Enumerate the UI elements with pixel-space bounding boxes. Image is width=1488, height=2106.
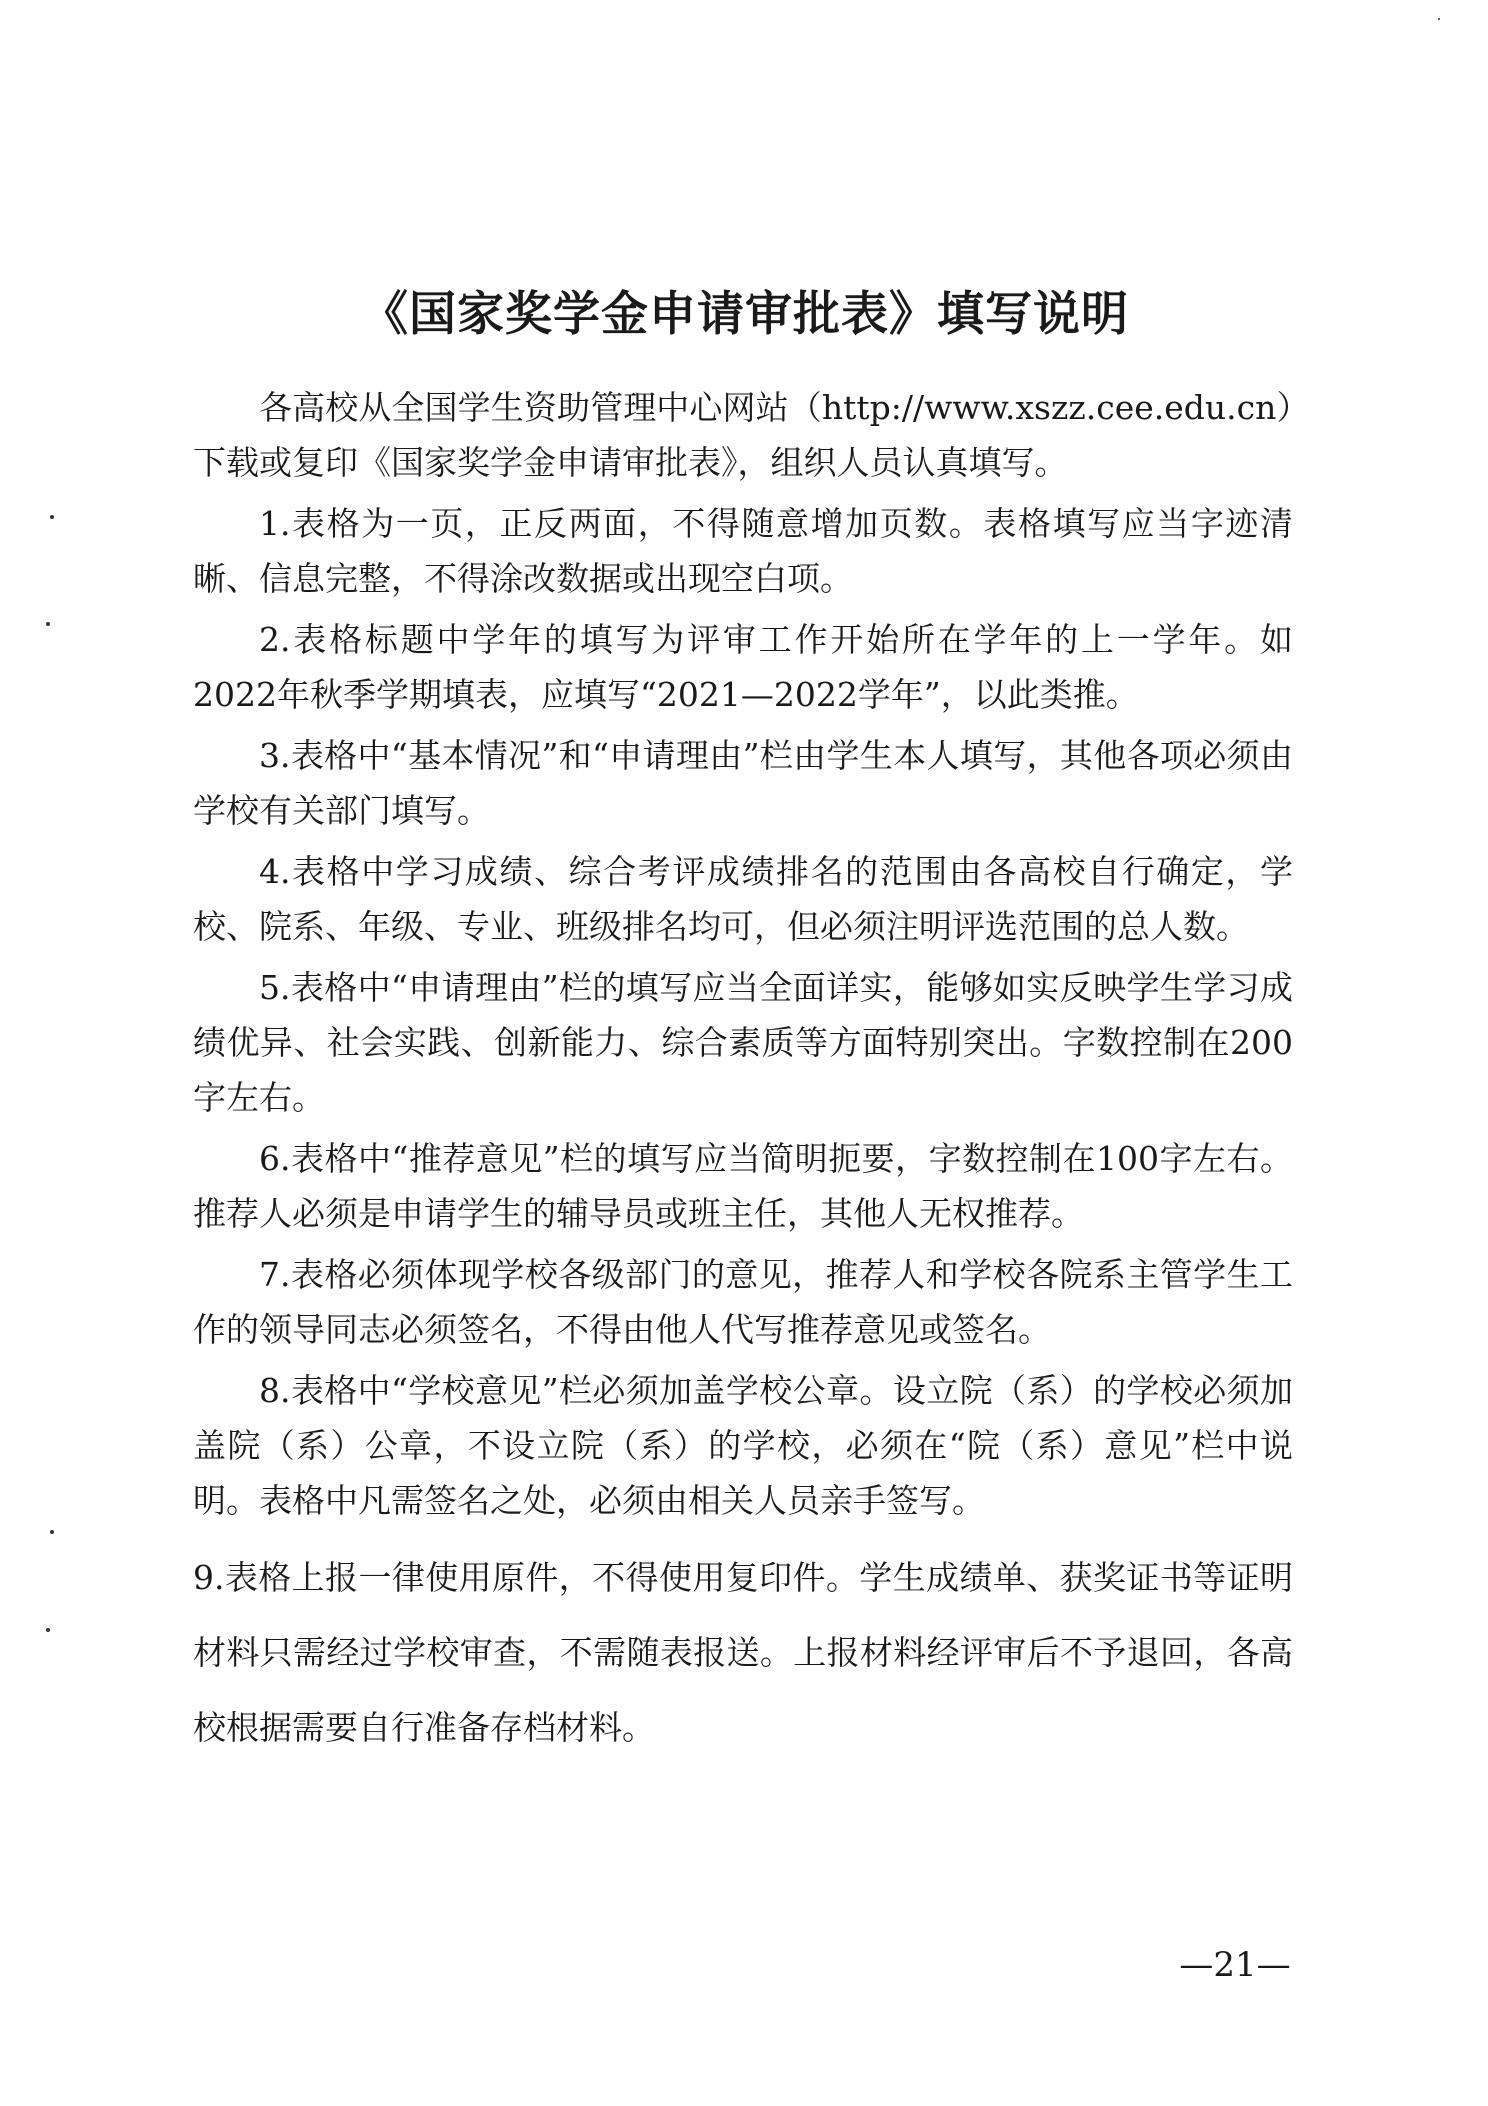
item-paragraph-4: 4.表格中学习成绩、综合考评成绩排名的范围由各高校自行确定，学校、院系、年级、专业、班级排名均可，但必须注明评选范围的总人数。: [193, 852, 1293, 946]
scan-mark-dot: [46, 622, 50, 626]
scan-mark-dot: [1438, 18, 1440, 20]
item-paragraph-7: 7.表格必须体现学校各级部门的意见，推荐人和学校各院系主管学生工作的领导同志必须签名，不得由他人代写推荐意见或签名。: [193, 1255, 1293, 1349]
scan-mark-dot: [46, 1628, 50, 1632]
item-paragraph-2: 2.表格标题中学年的填写为评审工作开始所在学年的上一学年。如2022年秋季学期填表，应填写“2021—2022学年”，以此类推。: [193, 620, 1293, 714]
item-paragraph-3: 3.表格中“基本情况”和“申请理由”栏由学生本人填写，其他各项必须由学校有关部门填写。: [193, 736, 1293, 830]
scan-mark-dot: [50, 1530, 54, 1534]
item-paragraph-1: 1.表格为一页，正反两面，不得随意增加页数。表格填写应当字迹清晰、信息完整，不得涂改数据或出现空白项。: [193, 504, 1293, 598]
item-paragraph-6: 6.表格中“推荐意见”栏的填写应当简明扼要，字数控制在100字左右。推荐人必须是申请学生的辅导员或班主任，其他人无权推荐。: [193, 1139, 1293, 1233]
item-paragraph-5: 5.表格中“申请理由”栏的填写应当全面详实，能够如实反映学生学习成绩优异、社会实践、创新能力、综合素质等方面特别突出。字数控制在200字左右。: [193, 968, 1293, 1117]
scan-mark-dot: [50, 515, 54, 519]
document-title: 《国家奖学金申请审批表》填写说明: [361, 287, 1129, 342]
intro-paragraph: 各高校从全国学生资助管理中心网站（http://www.xszz.cee.edu.cn）下载或复印《国家奖学金申请审批表》，组织人员认真填写。: [193, 388, 1293, 482]
item-paragraph-8: 8.表格中“学校意见”栏必须加盖学校公章。设立院（系）的学校必须加盖院（系）公章，不设立院（系）的学校，必须在“院（系）意见”栏中说明。表格中凡需签名之处，必须由相关人员亲手签写。: [193, 1371, 1293, 1520]
item-paragraph-9: 9.表格上报一律使用原件，不得使用复印件。学生成绩单、获奖证书等证明材料只需经过学校审查，不需随表报送。上报材料经评审后不予退回，各高校根据需要自行准备存档材料。: [193, 1558, 1293, 1747]
page-number: —21—: [1179, 1945, 1291, 1985]
document-body: [193, 380, 1293, 1765]
